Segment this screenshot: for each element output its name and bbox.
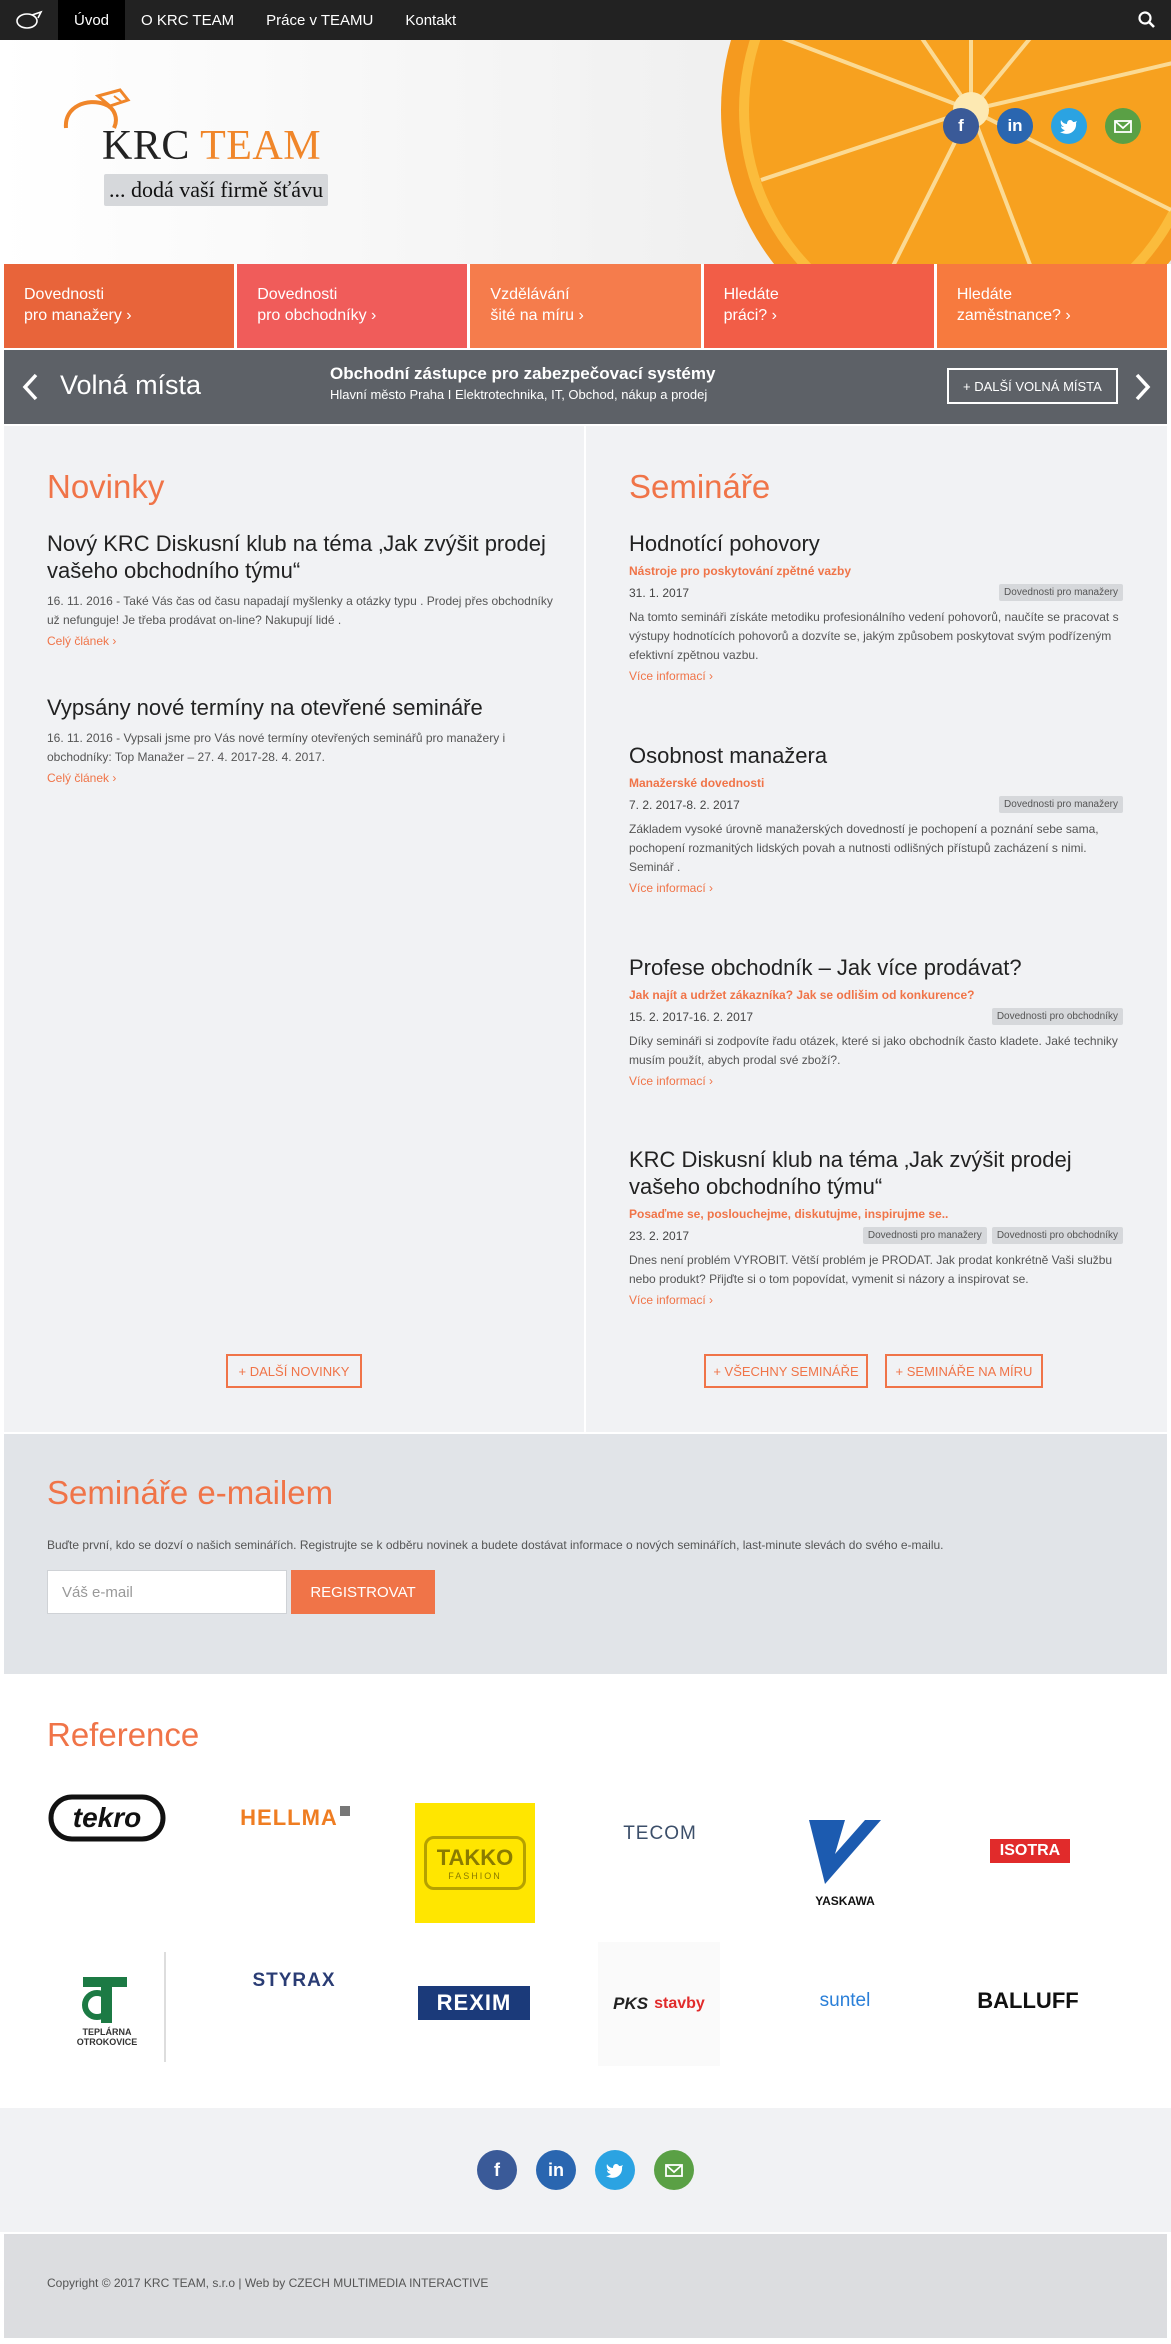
reference-logo-hellma: HELLMA (240, 1788, 350, 1848)
news-item-more-link[interactable]: Celý článek › (47, 771, 117, 785)
more-jobs-button[interactable]: + DALŠÍ VOLNÁ MÍSTA (947, 368, 1118, 404)
svg-text:tekro: tekro (72, 1802, 142, 1833)
job-offer-title[interactable]: Obchodní zástupce pro zabezpečovací systémy (330, 364, 716, 383)
category-tile-line1: Dovednosti (257, 286, 338, 303)
news-item-more-link[interactable]: Celý článek › (47, 634, 117, 648)
category-tile-line2: práci? › (723, 307, 777, 324)
news-item (47, 530, 557, 648)
custom-seminars-button[interactable]: + SEMINÁŘE NA MÍRU (885, 1354, 1043, 1388)
job-offer-details: Hlavní město Praha I Elektrotechnika, IT, Obchod, nákup a prodej (330, 387, 708, 402)
seminar-title[interactable]: KRC Diskusní klub na téma ‚Jak zvýšit prodej vašeho obchodního týmu“ (629, 1147, 1072, 1199)
category-tile[interactable] (4, 264, 234, 348)
seminar-description: Na tomto semináři získáte metodiku profesionálního vedení pohovorů, naučíte se pracovat s výstupy hodnotících pohovorů a dozvíte se, jakým způsobem poskytovat svým podřízeným efektivní zpětnou vazbu. (629, 610, 1119, 662)
reference-logo-teplarna: TEPLÁRNA OTROKOVICE (50, 1952, 166, 2062)
seminar-item (629, 954, 1123, 1088)
news-column (4, 426, 584, 1432)
more-news-button[interactable]: + DALŠÍ NOVINKY (226, 1354, 362, 1388)
category-tile[interactable] (237, 264, 467, 348)
category-tiles (4, 264, 1167, 348)
category-tile-line1: Hledáte (956, 286, 1012, 303)
search-icon[interactable] (1137, 10, 1157, 30)
email-icon[interactable] (1105, 108, 1141, 144)
seminar-subtitle: Jak najít a udržet zákazníka? Jak se odlišim od konkurence? (629, 988, 975, 1002)
reference-logo-suntel: suntel (819, 1990, 871, 2011)
category-tile[interactable] (704, 264, 934, 348)
reference-logo-tecom: TECOM (623, 1823, 697, 1844)
top-navigation (0, 0, 1171, 40)
news-item-title[interactable]: Nový KRC Diskusní klub na téma ‚Jak zvýšit prodej vašeho obchodního týmu“ (47, 531, 546, 583)
newsletter-text: Buďte první, kdo se dozví o našich seminářích. Registrujte se k odběru novinek a budete dostávat informace o nových seminářích, last-minute slevách do svého e-mailu. (47, 1538, 944, 1552)
news-item-text: 16. 11. 2016 - Také Vás čas od času napadají myšlenky a otázky typu . Prodej přes obchodníky už nefunguje! Je třeba prodávat on-line? Nakupují lidé . (47, 594, 553, 627)
category-tile-line2: zaměstnance? › (956, 307, 1071, 324)
footer-social-links (0, 2108, 1171, 2232)
reference-logo-pks: PKS stavby (598, 1942, 720, 2066)
category-tile-line2: pro manažery › (24, 307, 132, 324)
category-tile-line2: šité na míru › (490, 307, 584, 324)
nav-item-prace-v-teamu[interactable]: Práce v TEAMU (266, 11, 374, 29)
seminar-title[interactable]: Osobnost manažera (629, 743, 828, 768)
category-tile-line1: Hledáte (723, 286, 779, 303)
hero-banner (0, 40, 1171, 264)
category-tile-line2: pro obchodníky › (257, 307, 377, 324)
seminars-heading: Semináře (629, 468, 771, 505)
linkedin-icon[interactable]: in (997, 108, 1033, 144)
reference-logo-yaskawa: YASKAWA (800, 1806, 890, 1916)
seminar-tag: Dovednosti pro obchodníky (992, 1227, 1123, 1244)
reference-logo-takko: TAKKO FASHION (415, 1803, 535, 1923)
seminar-subtitle: Nástroje pro poskytování zpětné vazby (629, 564, 852, 578)
email-icon[interactable] (654, 2150, 694, 2190)
chevron-left-icon[interactable] (20, 372, 40, 402)
nav-item-uvod[interactable]: Úvod (58, 0, 125, 40)
job-openings-bar (4, 350, 1167, 424)
seminar-description: Základem vysoké úrovně manažerských dovedností je pochopení a poznání sebe sama, pochopení rozmanitých lidských povah a nutnosti odlišných přístupů zacházení s nimi. Seminář . (629, 822, 1099, 874)
copyright-footer (4, 2234, 1167, 2338)
category-tile[interactable] (470, 264, 700, 348)
seminar-description: Dnes není problém VYROBIT. Větší problém je PRODAT. Jak prodat konkrétně Vaši službu nebo produkt? Přijďte si o tom popovídat, vymenit si názory a inspirovat se. (629, 1253, 1113, 1286)
brand-name: KRC TEAM (102, 123, 322, 169)
seminar-tag: Dovednosti pro manažery (863, 1227, 987, 1244)
seminar-title[interactable]: Hodnotící pohovory (629, 531, 820, 556)
category-tile-line1: Vzdělávání (490, 286, 570, 303)
seminar-tag: Dovednosti pro manažery (999, 796, 1123, 813)
newsletter-heading: Semináře e-mailem (47, 1474, 334, 1511)
seminar-tag: Dovednosti pro obchodníky (992, 1008, 1123, 1025)
brand-tagline: ... dodá vaší firmě šťávu (104, 174, 328, 206)
category-tile-line1: Dovednosti (24, 286, 105, 303)
news-item-title[interactable]: Vypsány nové termíny na otevřené semináře (47, 695, 483, 720)
twitter-icon[interactable] (595, 2150, 635, 2190)
seminar-item (629, 742, 1123, 895)
facebook-icon[interactable]: f (943, 108, 979, 144)
reference-logo-balluff: BALLUFF (977, 1988, 1079, 2013)
news-heading: Novinky (47, 468, 165, 505)
job-openings-title: Volná místa (60, 370, 202, 400)
references-section (0, 1676, 1171, 2106)
copyright-text: Copyright © 2017 KRC TEAM, s.r.o | Web by CZECH MULTIMEDIA INTERACTIVE (47, 2276, 489, 2290)
facebook-icon[interactable]: f (477, 2150, 517, 2190)
seminar-item (629, 530, 1123, 683)
twitter-icon[interactable] (1051, 108, 1087, 144)
seminar-title[interactable]: Profese obchodník – Jak více prodávat? (629, 955, 1022, 980)
seminar-date: 23. 2. 2017 (629, 1228, 690, 1243)
seminar-subtitle: Posaďme se, poslouchejme, diskutujme, inspirujme se.. (629, 1207, 949, 1221)
reference-logo-isotra: ISOTRA (975, 1836, 1085, 1866)
email-input[interactable]: Váš e-mail (47, 1570, 287, 1614)
seminar-more-link[interactable]: Více informací › (629, 1074, 714, 1088)
chevron-right-icon[interactable] (1133, 372, 1153, 402)
seminar-description: Díky semináři si zodpovíte řadu otázek, které si jako obchodník často kladete. Jaké techniky musím použít, abych prodal své zboží?. (629, 1034, 1118, 1067)
seminar-date: 31. 1. 2017 (629, 585, 690, 600)
seminar-date: 15. 2. 2017-16. 2. 2017 (629, 1009, 754, 1024)
newsletter-section (4, 1434, 1167, 1674)
main-content (4, 426, 1167, 1432)
seminar-item (629, 1146, 1123, 1307)
job-offer[interactable] (330, 364, 715, 402)
seminars-column (586, 426, 1167, 1432)
nav-item-o-krc-team[interactable]: O KRC TEAM (141, 11, 235, 29)
references-heading: Reference (47, 1716, 200, 1753)
linkedin-icon[interactable]: in (536, 2150, 576, 2190)
home-logo-icon[interactable] (0, 0, 58, 40)
all-seminars-button[interactable]: + VŠECHNY SEMINÁŘE (704, 1354, 868, 1388)
reference-logo-styrax: STYRAX (252, 1970, 336, 1991)
seminar-more-link[interactable]: Více informací › (629, 881, 714, 895)
seminar-more-link[interactable]: Více informací › (629, 669, 714, 683)
nav-item-kontakt[interactable]: Kontakt (405, 11, 457, 29)
news-item-text: 16. 11. 2016 - Vypsali jsme pro Vás nové termíny otevřených seminářů pro manažery i obchodníky: Top Manažer – 27. 4. 2017-28. 4. 2017. (47, 731, 506, 764)
seminar-subtitle: Manažerské dovednosti (629, 776, 765, 790)
register-button[interactable]: REGISTROVAT (291, 1570, 435, 1614)
header-social-links (943, 108, 1141, 144)
orange-slice-image (671, 40, 1171, 264)
category-tile[interactable] (937, 264, 1167, 348)
seminar-tag: Dovednosti pro manažery (999, 584, 1123, 601)
seminar-more-link[interactable]: Více informací › (629, 1293, 714, 1307)
seminar-date: 7. 2. 2017-8. 2. 2017 (629, 797, 740, 812)
news-item (47, 694, 557, 785)
reference-logo-rexim: REXIM (418, 1986, 530, 2020)
reference-logo-tekro (47, 1788, 167, 1848)
